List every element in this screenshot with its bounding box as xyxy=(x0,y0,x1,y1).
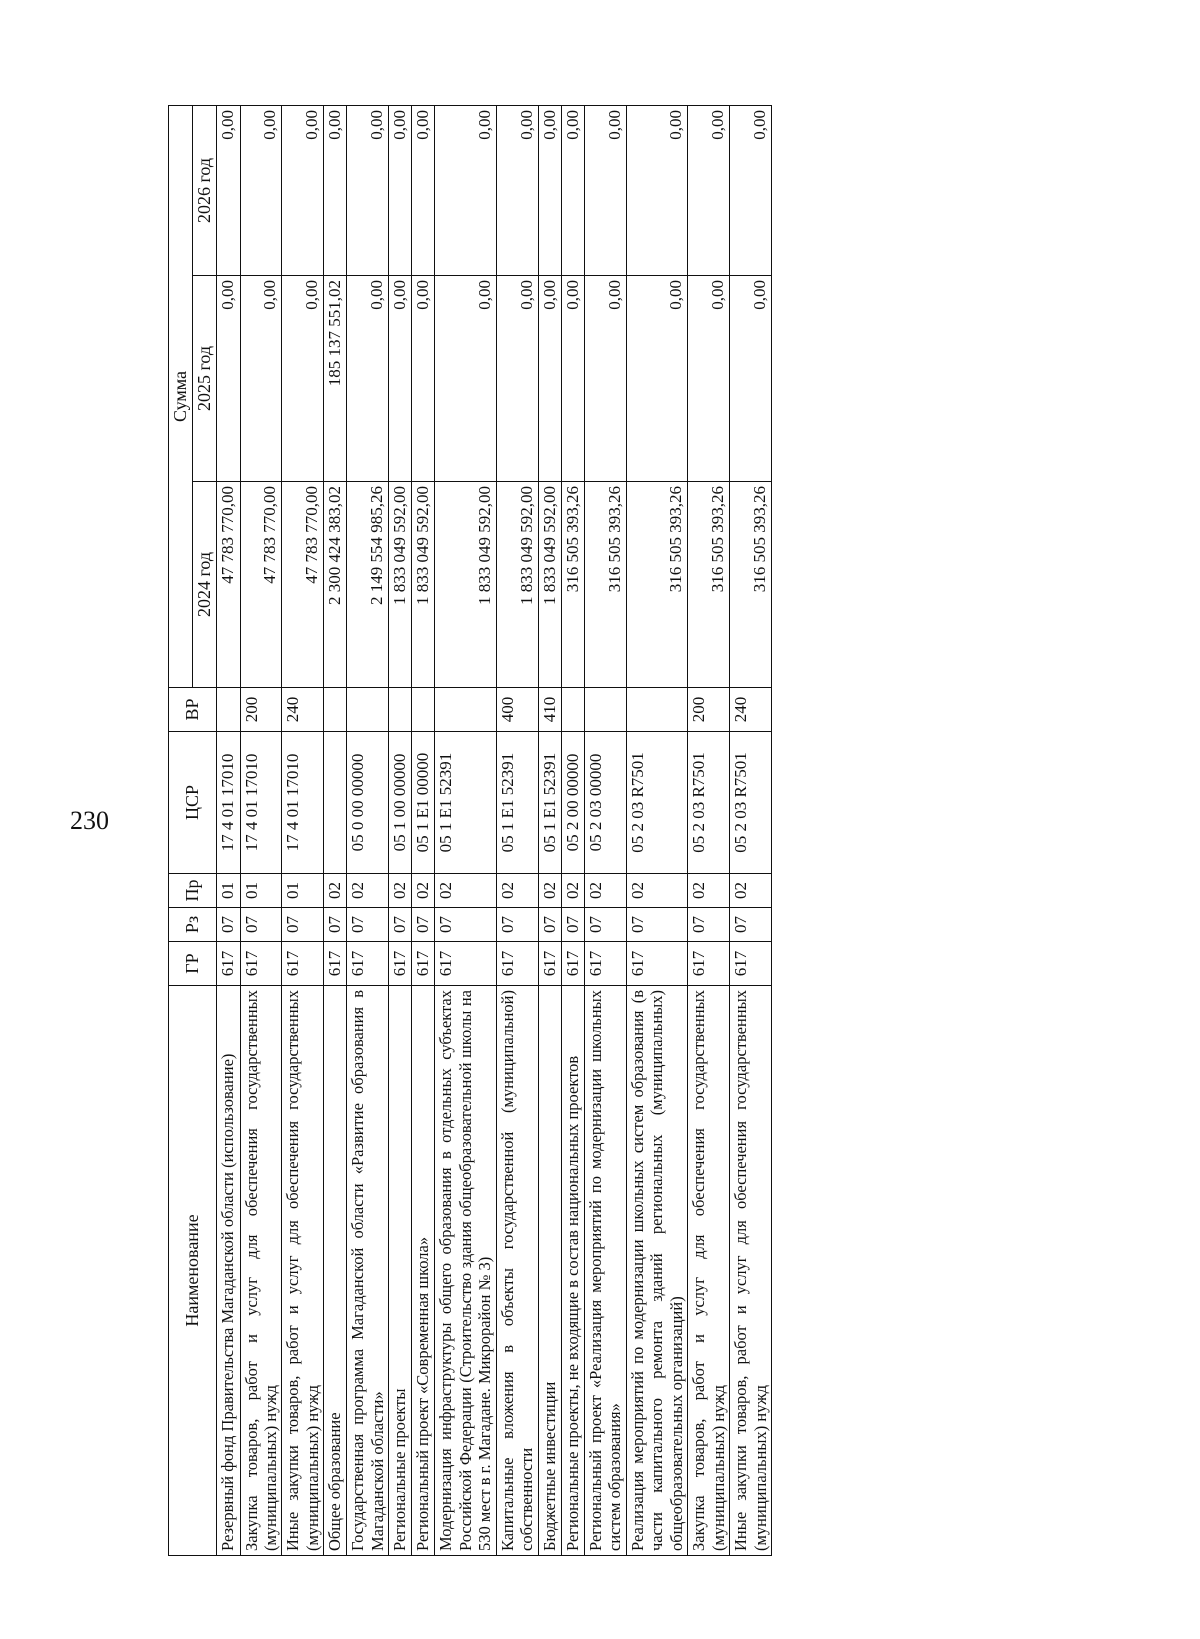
header-2025: 2025 год xyxy=(193,276,217,482)
row-name: Закупка товаров, работ и услуг для обеспечения государственных (муниципальных) нужд xyxy=(240,986,282,1556)
row-pr: 02 xyxy=(496,874,538,908)
row-2024: 316 505 393,26 xyxy=(561,482,584,688)
table-row xyxy=(496,105,538,1555)
row-rz: 07 xyxy=(412,908,435,942)
row-2026: 0,00 xyxy=(240,105,282,275)
row-gr: 617 xyxy=(412,942,435,986)
row-pr: 02 xyxy=(730,874,772,908)
row-name: Общее образование xyxy=(324,986,347,1556)
row-name: Региональные проекты, не входящие в состав национальных проектов xyxy=(561,986,584,1556)
header-2026: 2026 год xyxy=(193,105,217,275)
row-name: Бюджетные инвестиции xyxy=(538,986,561,1556)
row-csr: 17 4 01 17010 xyxy=(282,732,324,874)
row-2024: 47 783 770,00 xyxy=(217,482,240,688)
row-csr: 17 4 01 17010 xyxy=(240,732,282,874)
row-rz: 07 xyxy=(496,908,538,942)
row-2024: 1 833 049 592,00 xyxy=(496,482,538,688)
row-2024: 2 149 554 985,26 xyxy=(347,482,389,688)
page-number: 230 xyxy=(70,806,109,835)
row-pr: 02 xyxy=(435,874,496,908)
table-row xyxy=(389,105,412,1555)
row-csr: 05 2 03 R7501 xyxy=(688,732,730,874)
row-2025: 0,00 xyxy=(435,276,496,482)
row-rz: 07 xyxy=(730,908,772,942)
table-row xyxy=(626,105,687,1555)
row-gr: 617 xyxy=(324,942,347,986)
row-2026: 0,00 xyxy=(688,105,730,275)
row-csr: 05 1 E1 00000 xyxy=(412,732,435,874)
table-row xyxy=(217,105,240,1555)
row-2024: 47 783 770,00 xyxy=(240,482,282,688)
row-gr: 617 xyxy=(496,942,538,986)
row-2024: 316 505 393,26 xyxy=(688,482,730,688)
row-rz: 07 xyxy=(688,908,730,942)
row-pr: 02 xyxy=(626,874,687,908)
row-csr: 05 2 03 R7501 xyxy=(730,732,772,874)
row-pr: 01 xyxy=(217,874,240,908)
row-rz: 07 xyxy=(347,908,389,942)
row-vr: 240 xyxy=(730,688,772,732)
row-vr: 400 xyxy=(496,688,538,732)
row-csr: 05 1 E1 52391 xyxy=(496,732,538,874)
row-2026: 0,00 xyxy=(282,105,324,275)
row-gr: 617 xyxy=(347,942,389,986)
row-2026: 0,00 xyxy=(347,105,389,275)
row-2026: 0,00 xyxy=(217,105,240,275)
row-vr xyxy=(412,688,435,732)
row-2024: 47 783 770,00 xyxy=(282,482,324,688)
row-pr: 02 xyxy=(538,874,561,908)
row-gr: 617 xyxy=(217,942,240,986)
row-2025: 0,00 xyxy=(240,276,282,482)
row-vr xyxy=(389,688,412,732)
budget-table xyxy=(168,105,772,1556)
row-2024: 1 833 049 592,00 xyxy=(435,482,496,688)
row-name: Модернизация инфраструктуры общего образования в отдельных субъектах Российской Федерации (Строительство здания общеобразовательной школы на 530 мест в г. Магадане. Микрорайон № 3) xyxy=(435,986,496,1556)
table-row xyxy=(584,105,626,1555)
table-row xyxy=(324,105,347,1555)
row-2025: 185 137 551,02 xyxy=(324,276,347,482)
row-vr xyxy=(324,688,347,732)
row-2026: 0,00 xyxy=(496,105,538,275)
budget-table-container xyxy=(168,106,1068,1556)
row-2026: 0,00 xyxy=(324,105,347,275)
row-pr: 02 xyxy=(347,874,389,908)
row-csr: 05 1 E1 52391 xyxy=(435,732,496,874)
row-rz: 07 xyxy=(389,908,412,942)
header-sum: Сумма xyxy=(169,105,193,687)
row-name: Государственная программа Магаданской области «Развитие образования в Магаданской области» xyxy=(347,986,389,1556)
row-csr: 05 2 03 00000 xyxy=(584,732,626,874)
row-pr: 01 xyxy=(282,874,324,908)
row-rz: 07 xyxy=(240,908,282,942)
row-vr: 240 xyxy=(282,688,324,732)
row-2026: 0,00 xyxy=(435,105,496,275)
row-name: Региональный проект «Современная школа» xyxy=(412,986,435,1556)
row-csr: 05 1 00 00000 xyxy=(389,732,412,874)
row-vr xyxy=(626,688,687,732)
table-row xyxy=(688,105,730,1555)
row-gr: 617 xyxy=(688,942,730,986)
row-2025: 0,00 xyxy=(389,276,412,482)
row-rz: 07 xyxy=(324,908,347,942)
table-row xyxy=(538,105,561,1555)
row-gr: 617 xyxy=(435,942,496,986)
row-pr: 01 xyxy=(240,874,282,908)
row-pr: 02 xyxy=(584,874,626,908)
row-name: Региональный проект «Реализация мероприятий по модернизации школьных систем образования» xyxy=(584,986,626,1556)
row-2025: 0,00 xyxy=(688,276,730,482)
row-pr: 02 xyxy=(688,874,730,908)
header-vr: ВР xyxy=(169,688,217,732)
row-2024: 316 505 393,26 xyxy=(626,482,687,688)
row-2026: 0,00 xyxy=(561,105,584,275)
row-vr xyxy=(217,688,240,732)
row-2025: 0,00 xyxy=(626,276,687,482)
table-row xyxy=(435,105,496,1555)
row-rz: 07 xyxy=(626,908,687,942)
row-gr: 617 xyxy=(584,942,626,986)
row-vr: 200 xyxy=(688,688,730,732)
row-gr: 617 xyxy=(561,942,584,986)
row-csr: 17 4 01 17010 xyxy=(217,732,240,874)
row-pr: 02 xyxy=(389,874,412,908)
table-row xyxy=(412,105,435,1555)
row-csr xyxy=(324,732,347,874)
row-2025: 0,00 xyxy=(496,276,538,482)
row-2026: 0,00 xyxy=(389,105,412,275)
row-rz: 07 xyxy=(584,908,626,942)
row-name: Иные закупки товаров, работ и услуг для обеспечения государственных (муниципальных) нужд xyxy=(282,986,324,1556)
row-name: Закупка товаров, работ и услуг для обеспечения государственных (муниципальных) нужд xyxy=(688,986,730,1556)
header-2024: 2024 год xyxy=(193,482,217,688)
row-2026: 0,00 xyxy=(626,105,687,275)
row-vr xyxy=(584,688,626,732)
header-csr: ЦСР xyxy=(169,732,217,874)
row-2025: 0,00 xyxy=(412,276,435,482)
row-2024: 2 300 424 383,02 xyxy=(324,482,347,688)
row-vr xyxy=(435,688,496,732)
row-gr: 617 xyxy=(626,942,687,986)
table-row xyxy=(561,105,584,1555)
row-2025: 0,00 xyxy=(584,276,626,482)
row-rz: 07 xyxy=(538,908,561,942)
row-pr: 02 xyxy=(561,874,584,908)
row-2026: 0,00 xyxy=(730,105,772,275)
row-rz: 07 xyxy=(217,908,240,942)
row-rz: 07 xyxy=(561,908,584,942)
row-vr xyxy=(561,688,584,732)
row-2024: 316 505 393,26 xyxy=(730,482,772,688)
table-row xyxy=(347,105,389,1555)
row-2024: 1 833 049 592,00 xyxy=(538,482,561,688)
row-2025: 0,00 xyxy=(538,276,561,482)
row-gr: 617 xyxy=(389,942,412,986)
row-2024: 1 833 049 592,00 xyxy=(412,482,435,688)
row-gr: 617 xyxy=(240,942,282,986)
header-pr: Пр xyxy=(169,874,217,908)
table-row xyxy=(240,105,282,1555)
row-name: Региональные проекты xyxy=(389,986,412,1556)
header-name: Наименование xyxy=(169,986,217,1556)
row-2026: 0,00 xyxy=(538,105,561,275)
row-2025: 0,00 xyxy=(217,276,240,482)
table-row xyxy=(730,105,772,1555)
row-vr: 200 xyxy=(240,688,282,732)
row-2024: 316 505 393,26 xyxy=(584,482,626,688)
row-rz: 07 xyxy=(282,908,324,942)
row-2026: 0,00 xyxy=(584,105,626,275)
row-name: Иные закупки товаров, работ и услуг для обеспечения государственных (муниципальных) нужд xyxy=(730,986,772,1556)
row-gr: 617 xyxy=(282,942,324,986)
row-pr: 02 xyxy=(412,874,435,908)
row-2025: 0,00 xyxy=(561,276,584,482)
row-2025: 0,00 xyxy=(730,276,772,482)
row-csr: 05 1 E1 52391 xyxy=(538,732,561,874)
row-csr: 05 2 00 00000 xyxy=(561,732,584,874)
row-2024: 1 833 049 592,00 xyxy=(389,482,412,688)
row-pr: 02 xyxy=(324,874,347,908)
row-2026: 0,00 xyxy=(412,105,435,275)
row-vr: 410 xyxy=(538,688,561,732)
row-gr: 617 xyxy=(730,942,772,986)
row-2025: 0,00 xyxy=(347,276,389,482)
row-gr: 617 xyxy=(538,942,561,986)
row-name: Реализация мероприятий по модернизации школьных систем образования (в части капитального ремонта зданий региональных (муниципальных) общеобразовательных организаций) xyxy=(626,986,687,1556)
row-2025: 0,00 xyxy=(282,276,324,482)
header-rz: Рз xyxy=(169,908,217,942)
row-rz: 07 xyxy=(435,908,496,942)
table-row xyxy=(282,105,324,1555)
row-name: Капитальные вложения в объекты государственной (муниципальной) собственности xyxy=(496,986,538,1556)
header-gr: ГР xyxy=(169,942,217,986)
row-csr: 05 2 03 R7501 xyxy=(626,732,687,874)
row-vr xyxy=(347,688,389,732)
row-csr: 05 0 00 00000 xyxy=(347,732,389,874)
row-name: Резервный фонд Правительства Магаданской области (использование) xyxy=(217,986,240,1556)
